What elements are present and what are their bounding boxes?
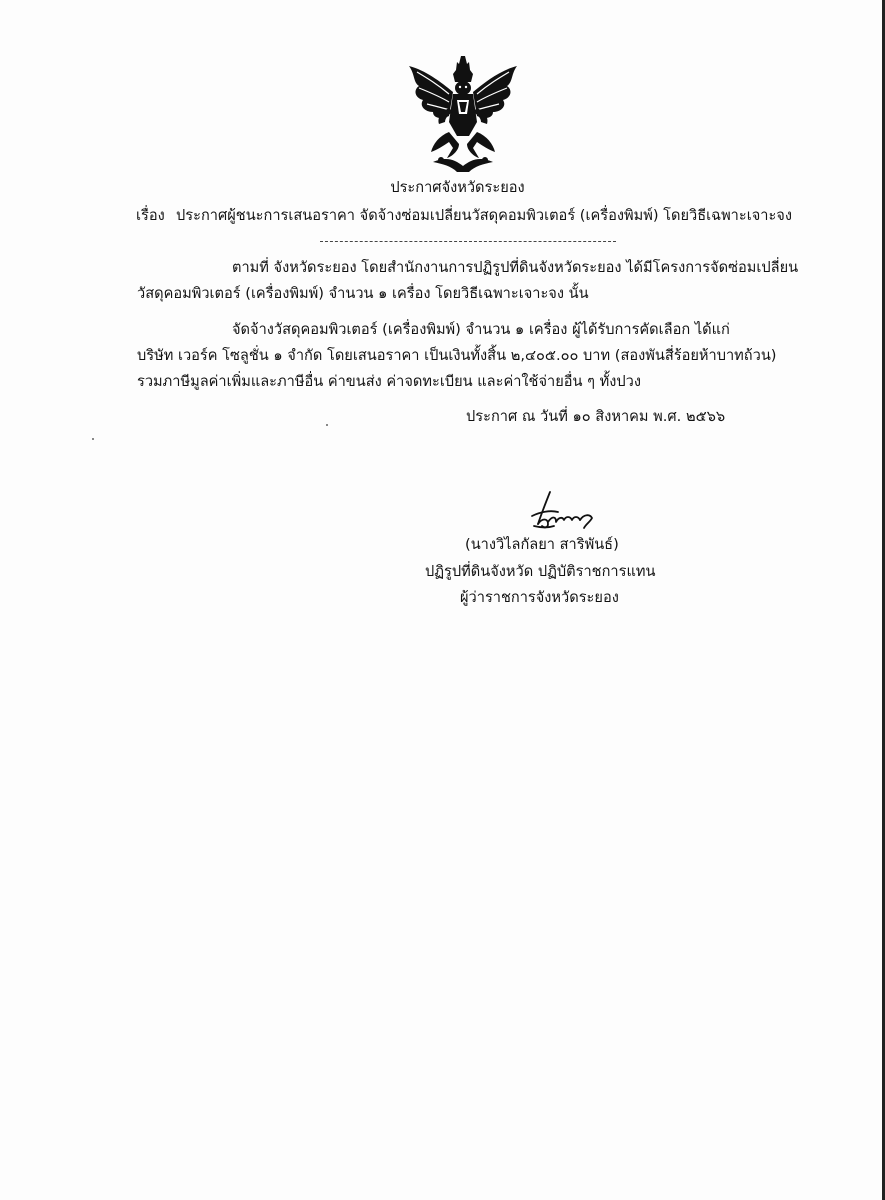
subject-label: เรื่อง: [136, 207, 165, 224]
scan-speck: [92, 438, 94, 440]
signatory-position-line-1: ปฏิรูปที่ดินจังหวัด ปฏิบัติราชการแทน: [425, 563, 656, 580]
subject-text: ประกาศผู้ชนะการเสนอราคา จัดจ้างซ่อมเปลี่ยนวัสดุคอมพิวเตอร์ (เครื่องพิมพ์) โดยวิธีเฉพาะเจาะจง: [176, 207, 792, 224]
handwritten-signature: [528, 488, 596, 532]
paragraph-2-line-2: บริษัท เวอร์ค โซลูชั่น ๑ จำกัด โดยเสนอราคา เป็นเงินทั้งสิ้น ๒,๔๐๕.๐๐ บาท (สองพันสี่ร้อยห้าบาทถ้วน): [137, 347, 777, 364]
signatory-position-line-2: ผู้ว่าราชการจังหวัดระยอง: [460, 589, 619, 606]
announcement-date: ประกาศ ณ วันที่ ๑๐ สิงหาคม พ.ศ. ๒๕๖๖: [466, 408, 726, 425]
document-title: ประกาศจังหวัดระยอง: [390, 179, 525, 196]
divider-line: [320, 241, 616, 242]
garuda-emblem-icon: [403, 52, 523, 174]
paragraph-2-line-1: จัดจ้างวัสดุคอมพิวเตอร์ (เครื่องพิมพ์) จำนวน ๑ เครื่อง ผู้ได้รับการคัดเลือก ได้แก่: [232, 321, 730, 338]
paragraph-2-line-3: รวมภาษีมูลค่าเพิ่มและภาษีอื่น ค่าขนส่ง ค่าจดทะเบียน และค่าใช้จ่ายอื่น ๆ ทั้งปวง: [137, 373, 641, 390]
signatory-name: (นางวิไลกัลยา สาริพันธ์): [465, 536, 619, 553]
scan-speck: [326, 424, 328, 426]
paragraph-1-line-2: วัสดุคอมพิวเตอร์ (เครื่องพิมพ์) จำนวน ๑ เครื่อง โดยวิธีเฉพาะเจาะจง นั้น: [137, 285, 589, 302]
paragraph-1-line-1: ตามที่ จังหวัดระยอง โดยสำนักงานการปฏิรูปที่ดินจังหวัดระยอง ได้มีโครงการจัดซ่อมเปลี่ยน: [232, 259, 799, 276]
